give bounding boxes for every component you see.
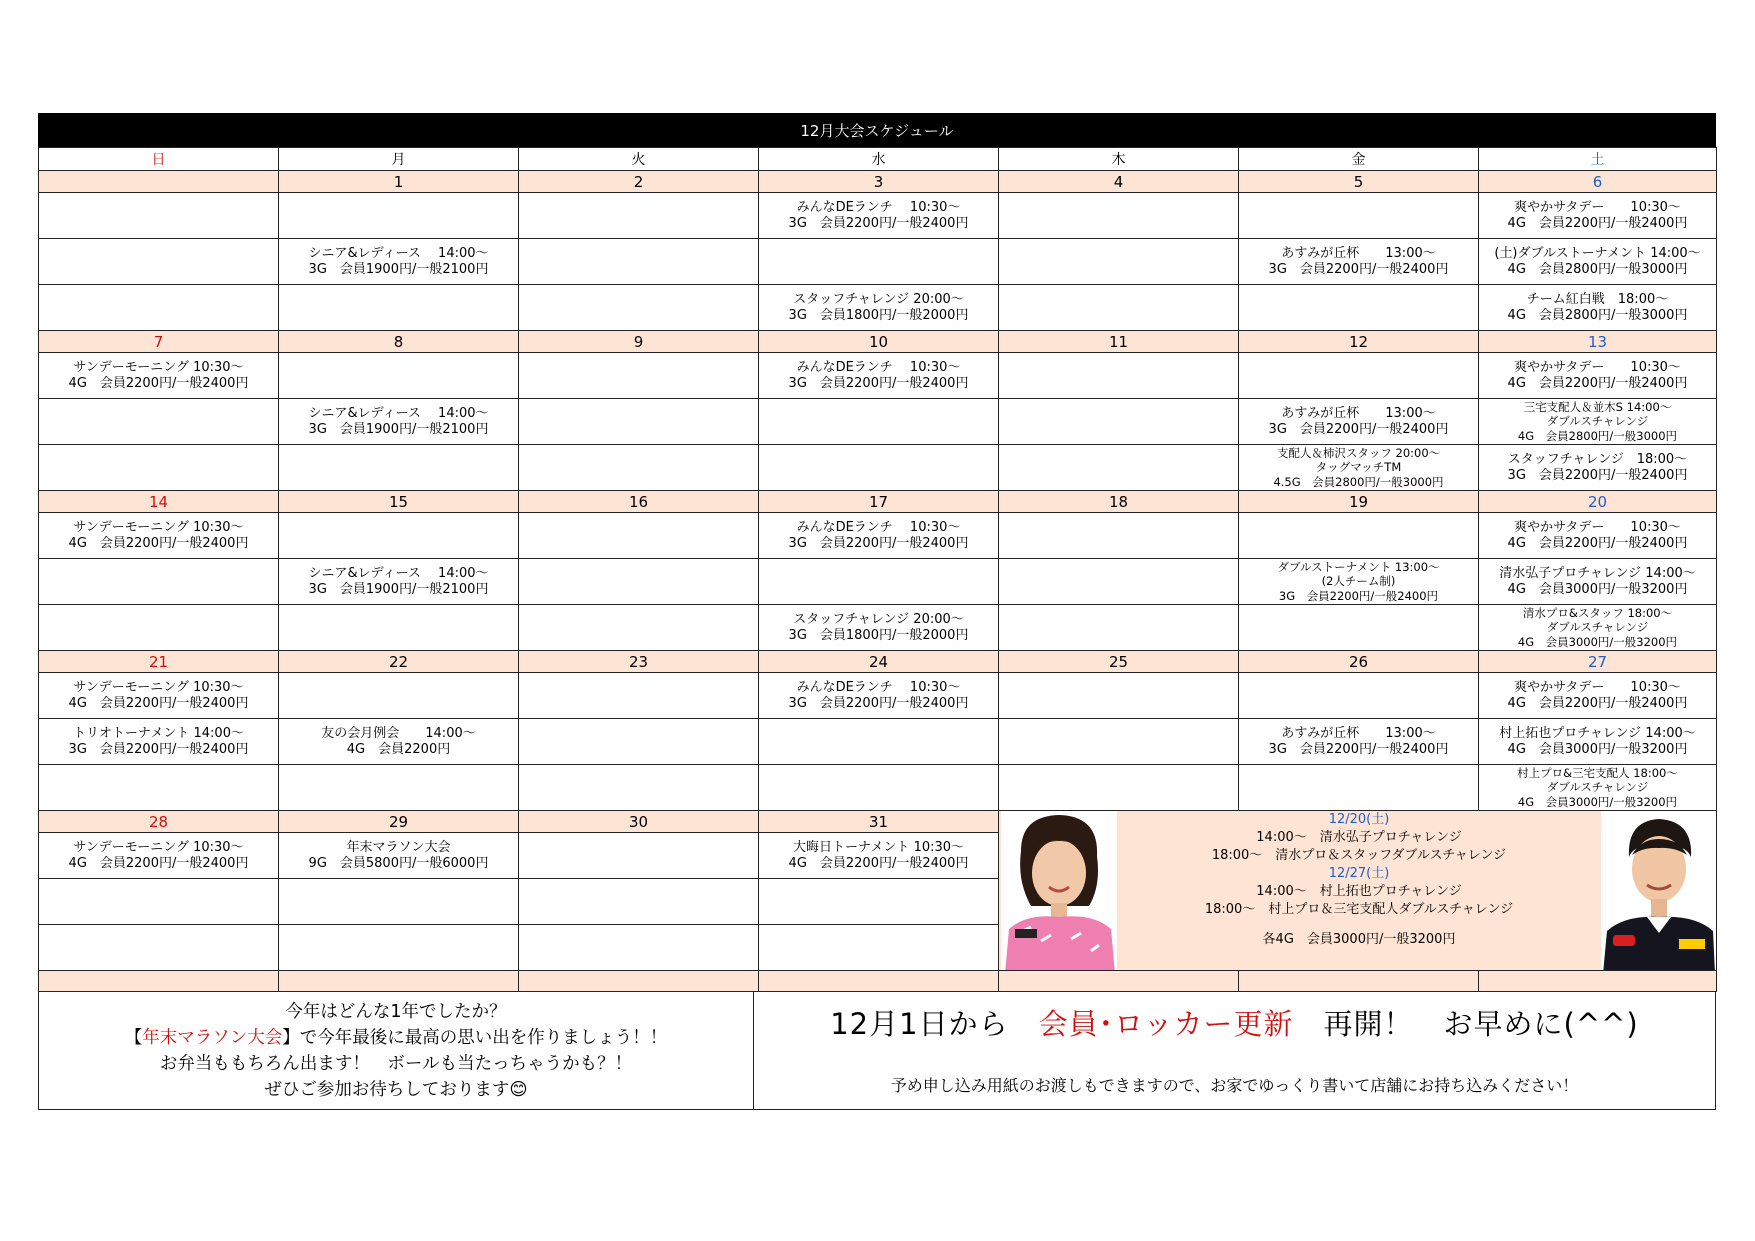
empty-cell (279, 445, 519, 491)
event-cell (1479, 399, 1717, 445)
empty-cell (1239, 765, 1479, 811)
event-text: スタッフチャレンジ 20:00～ (793, 611, 964, 627)
bottom-notices (38, 992, 1716, 1110)
event-text: みんなDEランチ 10:30～ (796, 359, 961, 375)
spacer-cell (279, 971, 519, 992)
event-text: 4G 会員2200円/一般2400円 (1507, 695, 1688, 711)
event-text: 3G 会員2200円/一般2400円 (1268, 421, 1449, 437)
event-cell (39, 513, 279, 559)
event-row (39, 719, 1717, 765)
event-cell (759, 353, 999, 399)
empty-cell (519, 445, 759, 491)
event-text: 4G 会員3000円/一般3200円 (1517, 794, 1678, 809)
event-text: シニア&レディース 14:00～ (308, 245, 489, 261)
event-text: チーム紅白戦 18:00～ (1526, 291, 1669, 307)
empty-cell (759, 719, 999, 765)
event-text: ダブルスチャレンジ (1546, 780, 1649, 795)
event-text: 3G 会員2200円/一般2400円 (788, 375, 969, 391)
event-cell (1479, 353, 1717, 399)
event-row (39, 399, 1717, 445)
empty-cell (279, 605, 519, 651)
date-cell: 26 (1239, 651, 1479, 673)
membership-highlight: 会員･ロッカー更新 (1038, 1007, 1294, 1041)
event-text: あすみが丘杯 13:00～ (1281, 725, 1436, 741)
spacer-cell (519, 971, 759, 992)
weekday-header-row (39, 148, 1717, 171)
weekday-4: 木 (999, 148, 1239, 171)
empty-cell (39, 445, 279, 491)
date-cell: 16 (519, 491, 759, 513)
event-text: タッグマッチTM (1315, 460, 1402, 475)
event-text: 爽やかサタデー 10:30～ (1514, 519, 1681, 535)
event-text: みんなDEランチ 10:30～ (796, 519, 961, 535)
event-cell (39, 353, 279, 399)
promo-text (1119, 811, 1599, 949)
event-text: シニア&レディース 14:00～ (308, 405, 489, 421)
weekday-6: 土 (1479, 148, 1717, 171)
event-cell (279, 399, 519, 445)
event-cell (1239, 445, 1479, 491)
schedule-sheet (38, 113, 1716, 1110)
empty-cell (279, 285, 519, 331)
date-cell: 27 (1479, 651, 1717, 673)
empty-cell (1239, 673, 1479, 719)
date-row (39, 331, 1717, 353)
event-text: 3G 会員2200円/一般2400円 (1507, 467, 1688, 483)
date-cell: 4 (999, 171, 1239, 193)
empty-cell (519, 285, 759, 331)
empty-cell (759, 239, 999, 285)
event-text: 三宅支配人＆並木S 14:00～ (1523, 399, 1672, 414)
event-text: 3G 会員2200円/一般2400円 (788, 535, 969, 551)
event-cell (1479, 719, 1717, 765)
date-cell: 1 (279, 171, 519, 193)
empty-cell (1239, 285, 1479, 331)
event-text: 3G 会員2200円/一般2400円 (1268, 741, 1449, 757)
date-cell: 15 (279, 491, 519, 513)
empty-cell (999, 605, 1239, 651)
event-cell (759, 513, 999, 559)
message-line-1: 今年はどんな1年でしたか？ (285, 1002, 507, 1022)
event-text: 3G 会員1900円/一般2100円 (308, 421, 489, 437)
empty-cell (759, 399, 999, 445)
event-text: 4G 会員2200円/一般2400円 (1507, 375, 1688, 391)
event-cell (1479, 445, 1717, 491)
event-text: 友の会月例会 14:00～ (321, 725, 476, 741)
event-text: 3G 会員1800円/一般2000円 (788, 307, 969, 323)
event-cell (1479, 605, 1717, 651)
event-cell (39, 833, 279, 879)
event-cell (279, 833, 519, 879)
event-row (39, 353, 1717, 399)
empty-cell (39, 559, 279, 605)
event-text: ダブルストーナメント 13:00～ (1277, 559, 1440, 574)
event-cell (279, 719, 519, 765)
spacer-cell (759, 971, 999, 992)
event-text: 3G 会員2200円/一般2400円 (1278, 588, 1439, 603)
event-text: 3G 会員2200円/一般2400円 (788, 215, 969, 231)
event-text: 3G 会員1800円/一般2000円 (788, 627, 969, 643)
event-cell (1479, 513, 1717, 559)
event-text: 3G 会員2200円/一般2400円 (1268, 261, 1449, 277)
event-text: 4G 会員2200円/一般2400円 (788, 855, 969, 871)
event-cell (39, 673, 279, 719)
event-text: 村上プロ&三宅支配人 18:00～ (1517, 765, 1678, 780)
event-text: 3G 会員1900円/一般2100円 (308, 581, 489, 597)
event-text: 4G 会員2200円/一般2400円 (68, 535, 249, 551)
date-cell (39, 171, 279, 193)
weekday-0: 日 (39, 148, 279, 171)
date-cell: 6 (1479, 171, 1717, 193)
empty-cell (519, 399, 759, 445)
event-text: サンデーモーニング 10:30～ (73, 359, 244, 375)
date-cell: 19 (1239, 491, 1479, 513)
event-text: スタッフチャレンジ 18:00～ (1507, 451, 1688, 467)
empty-cell (519, 353, 759, 399)
promo-line-1: 14:00～ 清水弘子プロチャレンジ (1256, 830, 1462, 845)
event-text: (2人チーム制) (1321, 574, 1396, 589)
empty-cell (759, 445, 999, 491)
promo-line-2: 18:00～ 清水プロ＆スタッフダブルスチャレンジ (1211, 848, 1507, 863)
event-text: 9G 会員5800円/一般6000円 (308, 855, 489, 871)
event-cell (1479, 239, 1717, 285)
event-text: 爽やかサタデー 10:30～ (1514, 359, 1681, 375)
membership-headline: 12月1日から 会員･ロッカー更新 再開！ お早めに(^^) (830, 1007, 1639, 1041)
empty-cell (999, 193, 1239, 239)
event-text: 村上拓也プロチャレンジ 14:00～ (1499, 725, 1696, 741)
event-text: サンデーモーニング 10:30～ (73, 519, 244, 535)
date-cell: 7 (39, 331, 279, 353)
date-cell: 2 (519, 171, 759, 193)
date-row (39, 491, 1717, 513)
date-cell: 20 (1479, 491, 1717, 513)
empty-cell (999, 513, 1239, 559)
empty-cell (39, 765, 279, 811)
schedule-title: 12月大会スケジュール (38, 113, 1716, 147)
date-cell: 12 (1239, 331, 1479, 353)
event-cell (279, 559, 519, 605)
date-row (39, 811, 1717, 833)
empty-cell (999, 239, 1239, 285)
event-row (39, 559, 1717, 605)
empty-cell (39, 879, 279, 925)
empty-cell (759, 559, 999, 605)
empty-cell (279, 353, 519, 399)
promo-area (999, 811, 1717, 971)
event-text: 3G 会員2200円/一般2400円 (788, 695, 969, 711)
spacer-cell (1479, 971, 1717, 992)
date-cell: 30 (519, 811, 759, 833)
empty-cell (279, 925, 519, 971)
weekday-5: 金 (1239, 148, 1479, 171)
message-line-4: ぜひご参加お待ちしております😊 (264, 1080, 528, 1100)
empty-cell (519, 605, 759, 651)
empty-cell (759, 879, 999, 925)
event-text: 4G 会員2200円/一般2400円 (68, 855, 249, 871)
event-cell (1479, 673, 1717, 719)
empty-cell (39, 193, 279, 239)
event-text: 4G 会員2200円 (346, 741, 451, 757)
empty-cell (519, 513, 759, 559)
date-cell: 3 (759, 171, 999, 193)
empty-cell (519, 719, 759, 765)
date-cell: 22 (279, 651, 519, 673)
event-row (39, 193, 1717, 239)
membership-note: 予め申し込み用紙のお渡しもできますので、お家でゆっくり書いて店舗にお持ち込みください！ (890, 1076, 1579, 1095)
event-text: 爽やかサタデー 10:30～ (1514, 199, 1681, 215)
event-cell (1239, 719, 1479, 765)
message-line-2: 【年末マラソン大会】で今年最後に最高の思い出を作りましょう！！ (124, 1028, 668, 1048)
event-text: 4G 会員2200円/一般2400円 (68, 695, 249, 711)
event-text: サンデーモーニング 10:30～ (73, 839, 244, 855)
empty-cell (39, 399, 279, 445)
date-cell: 24 (759, 651, 999, 673)
empty-cell (279, 673, 519, 719)
year-end-message (39, 992, 754, 1109)
event-text: みんなDEランチ 10:30～ (796, 199, 961, 215)
event-cell (1479, 193, 1717, 239)
date-cell: 9 (519, 331, 759, 353)
spacer-cell (39, 971, 279, 992)
empty-cell (39, 925, 279, 971)
empty-cell (759, 765, 999, 811)
event-text: (土)ダブルストーナメント 14:00～ (1494, 245, 1701, 261)
event-cell (1239, 239, 1479, 285)
date-cell: 14 (39, 491, 279, 513)
event-row (39, 285, 1717, 331)
empty-cell (519, 239, 759, 285)
event-text: 清水弘子プロチャレンジ 14:00～ (1499, 565, 1696, 581)
event-text: スタッフチャレンジ 20:00～ (793, 291, 964, 307)
empty-cell (519, 925, 759, 971)
event-text: 3G 会員1900円/一般2100円 (308, 261, 489, 277)
event-text: 爽やかサタデー 10:30～ (1514, 679, 1681, 695)
empty-cell (999, 285, 1239, 331)
spacer-cell (999, 971, 1239, 992)
event-text: 4G 会員2200円/一般2400円 (68, 375, 249, 391)
event-text: 年末マラソン大会 (346, 839, 451, 855)
event-text: 4G 会員3000円/一般3200円 (1517, 634, 1678, 649)
empty-cell (519, 559, 759, 605)
event-row (39, 765, 1717, 811)
empty-cell (1239, 193, 1479, 239)
date-cell: 29 (279, 811, 519, 833)
empty-cell (1239, 353, 1479, 399)
date-cell: 28 (39, 811, 279, 833)
event-cell (1479, 559, 1717, 605)
empty-cell (759, 925, 999, 971)
event-cell (279, 239, 519, 285)
event-row (39, 239, 1717, 285)
event-text: 4G 会員3000円/一般3200円 (1507, 581, 1688, 597)
event-cell (759, 605, 999, 651)
date-cell: 17 (759, 491, 999, 513)
event-text: トリオトーナメント 14:00～ (73, 725, 244, 741)
event-text: 4G 会員3000円/一般3200円 (1507, 741, 1688, 757)
date-cell: 8 (279, 331, 519, 353)
event-text: シニア&レディース 14:00～ (308, 565, 489, 581)
event-text: ダブルスチャレンジ (1546, 620, 1649, 635)
event-text: 4G 会員2200円/一般2400円 (1507, 215, 1688, 231)
event-text: みんなDEランチ 10:30～ (796, 679, 961, 695)
event-cell (759, 673, 999, 719)
date-row (39, 651, 1717, 673)
event-text: 4G 会員2800円/一般3000円 (1517, 428, 1678, 443)
message-line-3: お弁当ももちろん出ます！ ボールも当たっちゃうかも？！ (159, 1054, 633, 1074)
event-cell (1479, 285, 1717, 331)
event-row (39, 445, 1717, 491)
event-text: ダブルスチャレンジ (1546, 414, 1649, 429)
empty-cell (519, 193, 759, 239)
empty-cell (279, 193, 519, 239)
event-row (39, 605, 1717, 651)
event-text: 大晦日トーナメント 10:30～ (792, 839, 965, 855)
empty-cell (39, 285, 279, 331)
date-row (39, 171, 1717, 193)
empty-cell (999, 673, 1239, 719)
pro-promo-cell (999, 811, 1717, 971)
date-cell: 21 (39, 651, 279, 673)
empty-cell (519, 879, 759, 925)
event-cell (759, 285, 999, 331)
empty-cell (999, 353, 1239, 399)
event-cell (1239, 559, 1479, 605)
promo-line-4: 18:00～ 村上プロ＆三宅支配人ダブルスチャレンジ (1204, 902, 1514, 917)
empty-cell (999, 445, 1239, 491)
date-cell: 23 (519, 651, 759, 673)
event-row (39, 673, 1717, 719)
empty-cell (39, 239, 279, 285)
weekday-3: 水 (759, 148, 999, 171)
empty-cell (279, 879, 519, 925)
weekday-2: 火 (519, 148, 759, 171)
date-cell: 5 (1239, 171, 1479, 193)
date-cell: 11 (999, 331, 1239, 353)
event-text: 支配人＆柿沢スタッフ 20:00～ (1276, 445, 1441, 460)
empty-cell (519, 833, 759, 879)
empty-cell (279, 765, 519, 811)
empty-cell (519, 673, 759, 719)
membership-notice (754, 992, 1715, 1109)
empty-cell (999, 719, 1239, 765)
event-text: サンデーモーニング 10:30～ (73, 679, 244, 695)
event-cell (1479, 765, 1717, 811)
event-text: 4G 会員2800円/一般3000円 (1507, 307, 1688, 323)
event-cell (759, 193, 999, 239)
promo-price: 各4G 会員3000円/一般3200円 (1262, 932, 1456, 947)
female-pro-photo (1001, 811, 1117, 971)
male-pro-photo (1601, 811, 1717, 971)
marathon-highlight: 年末マラソン大会 (142, 1028, 283, 1048)
empty-cell (1239, 513, 1479, 559)
date-cell: 25 (999, 651, 1239, 673)
event-text: 3G 会員2200円/一般2400円 (68, 741, 249, 757)
promo-line-3: 14:00～ 村上拓也プロチャレンジ (1256, 884, 1462, 899)
spacer-row (39, 971, 1717, 992)
empty-cell (279, 513, 519, 559)
empty-cell (999, 559, 1239, 605)
weekday-1: 月 (279, 148, 519, 171)
event-text: 4.5G 会員2800円/一般3000円 (1273, 474, 1444, 489)
empty-cell (999, 399, 1239, 445)
event-row (39, 513, 1717, 559)
event-text: 4G 会員2800円/一般3000円 (1507, 261, 1688, 277)
date-cell: 18 (999, 491, 1239, 513)
empty-cell (519, 765, 759, 811)
empty-cell (999, 765, 1239, 811)
event-cell (39, 719, 279, 765)
empty-cell (1239, 605, 1479, 651)
event-cell (759, 833, 999, 879)
empty-cell (39, 605, 279, 651)
spacer-cell (1239, 971, 1479, 992)
promo-date-2: 12/27(土) (1328, 866, 1390, 881)
event-text: 4G 会員2200円/一般2400円 (1507, 535, 1688, 551)
event-text: あすみが丘杯 13:00～ (1281, 245, 1436, 261)
date-cell: 10 (759, 331, 999, 353)
event-cell (1239, 399, 1479, 445)
date-cell: 13 (1479, 331, 1717, 353)
event-text: 清水プロ&スタッフ 18:00～ (1522, 605, 1673, 620)
calendar-table (38, 147, 1717, 992)
date-cell: 31 (759, 811, 999, 833)
event-text: あすみが丘杯 13:00～ (1281, 405, 1436, 421)
promo-date-1: 12/20(土) (1328, 812, 1390, 827)
